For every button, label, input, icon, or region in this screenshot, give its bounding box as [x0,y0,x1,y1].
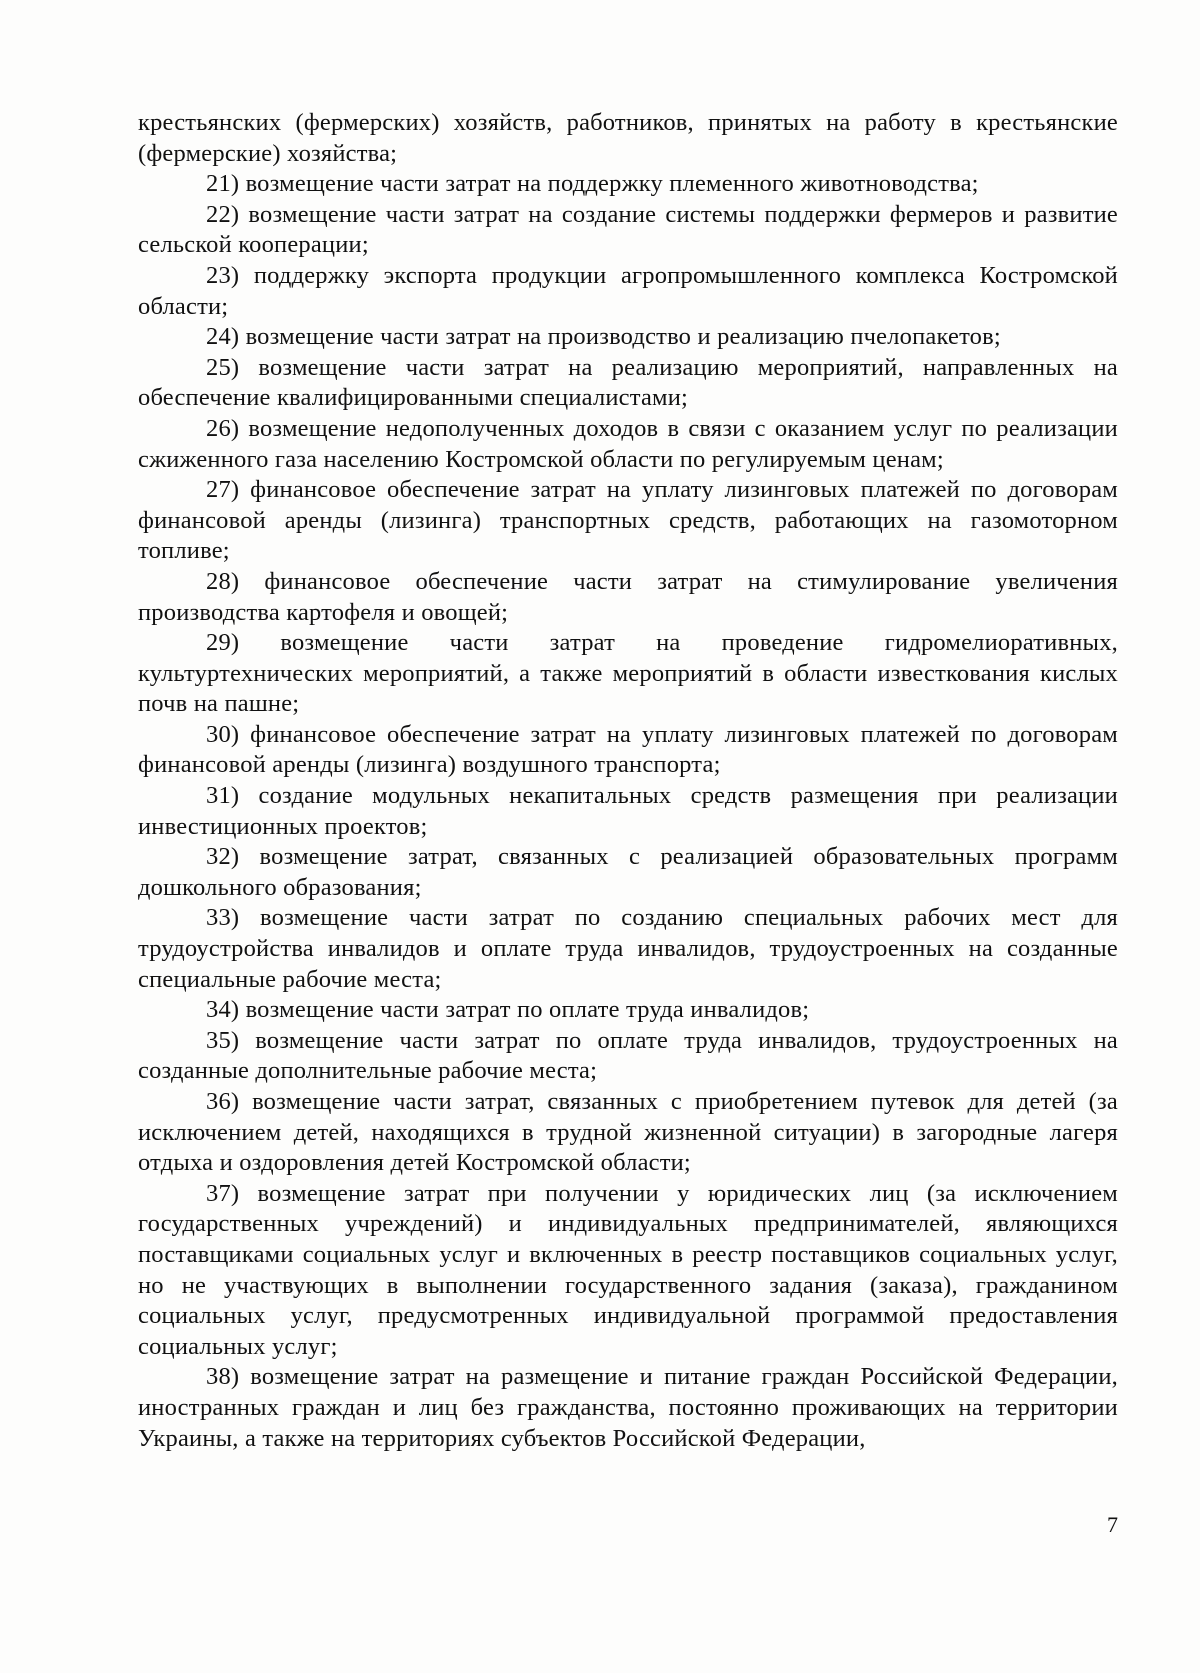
list-item-33: 33) возмещение части затрат по созданию специальных рабочих мест для трудоустройства инвалидов и оплате труда инвалидов, трудоустроенных на созданные специальные рабочие места; [138,904,1118,993]
list-item-37: 37) возмещение затрат при получении у юридических лиц (за исключением государственных учреждений) и индивидуальных предпринимателей, являющихся поставщиками социальных услуг и включенных в реестр поставщиков социальных услуг, но не участвующих в выполнении государственного задания (заказа), гражданином социальных услуг, предусмотренных индивидуальной программой предоставления социальных услуг; [138,1179,1118,1360]
list-item-35: 35) возмещение части затрат по оплате труда инвалидов, трудоустроенных на созданные дополнительные рабочие места; [138,1026,1118,1085]
list-item-26: 26) возмещение недополученных доходов в связи с оказанием услуг по реализации сжиженного газа населению Костромской области по регулируемым ценам; [138,414,1118,473]
list-item-29: 29) возмещение части затрат на проведение гидромелиоративных, культуртехнических мероприятий, а также мероприятий в области известкования кислых почв на пашне; [138,629,1118,718]
document-body [138,108,1118,1454]
list-item-22: 22) возмещение части затрат на создание системы поддержки фермеров и развитие сельской кооперации; [138,200,1118,259]
list-item-25: 25) возмещение части затрат на реализацию мероприятий, направленных на обеспечение квалифицированными специалистами; [138,353,1118,412]
list-item-27: 27) финансовое обеспечение затрат на уплату лизинговых платежей по договорам финансовой аренды (лизинга) транспортных средств, работающих на газомоторном топливе; [138,476,1118,565]
list-item-36: 36) возмещение части затрат, связанных с приобретением путевок для детей (за исключением детей, находящихся в трудной жизненной ситуации) в загородные лагеря отдыха и оздоровления детей Костромской области; [138,1088,1118,1177]
list-item-38: 38) возмещение затрат на размещение и питание граждан Российской Федерации, иностранных граждан и лиц без гражданства, постоянно проживающих на территории Украины, а также на территориях субъектов Российской Федерации, [138,1363,1118,1452]
list-item-31: 31) создание модульных некапитальных средств размещения при реализации инвестиционных проектов; [138,782,1118,840]
page-number: 7 [1107,1512,1118,1537]
list-item-28: 28) финансовое обеспечение части затрат на стимулирование увеличения производства картофеля и овощей; [138,567,1118,626]
list-item-30: 30) финансовое обеспечение затрат на уплату лизинговых платежей по договорам финансовой аренды (лизинга) воздушного транспорта; [138,720,1118,779]
list-item-24: 24) возмещение части затрат на производство и реализацию пчелопакетов; [206,323,1001,351]
paragraph-continuation: крестьянских (фермерских) хозяйств, работников, принятых на работу в крестьянские (фермерские) хозяйства; [138,109,1118,167]
list-item-23: 23) поддержку экспорта продукции агропромышленного комплекса Костромской области; [138,261,1118,320]
list-item-32: 32) возмещение затрат, связанных с реализацией образовательных программ дошкольного образования; [138,843,1118,901]
list-item-21: 21) возмещение части затрат на поддержку племенного животноводства; [206,170,979,198]
list-item-34: 34) возмещение части затрат по оплате труда инвалидов; [206,996,810,1024]
